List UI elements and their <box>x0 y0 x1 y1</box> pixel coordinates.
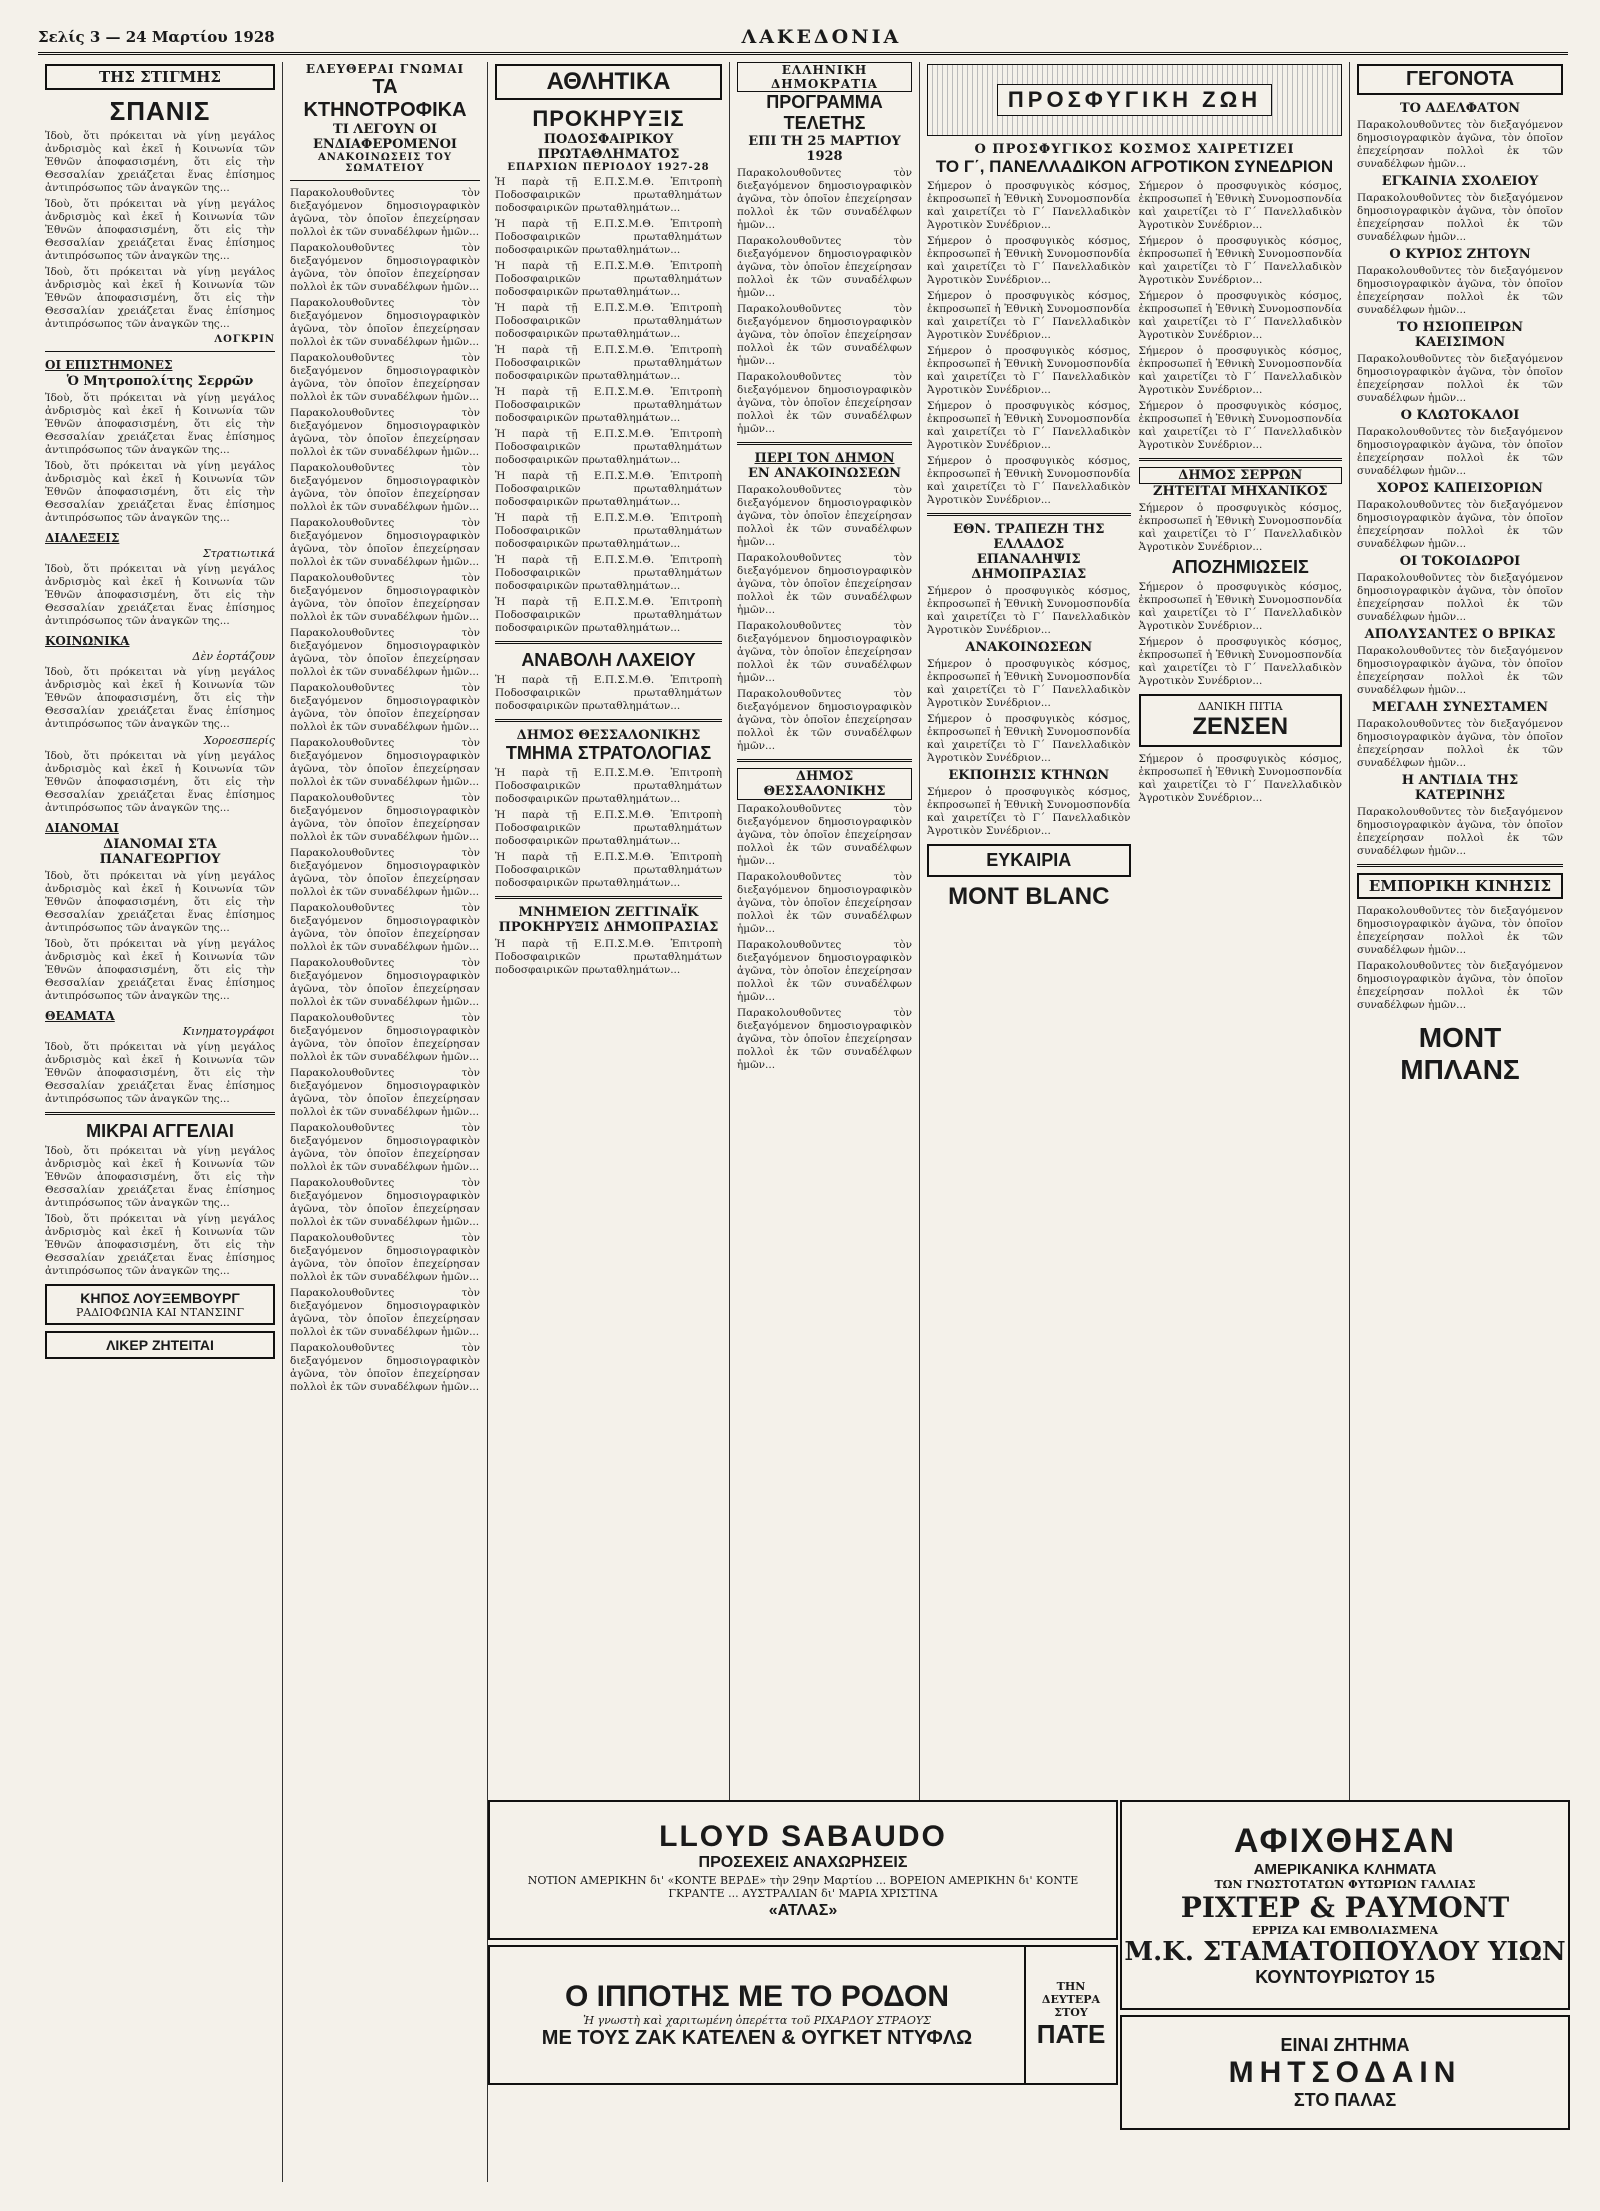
notice-heading: ΕΚΠΟΙΗΣΙΣ ΚΤΗΝΩΝ <box>948 768 1110 783</box>
notice-text: Σήμερον ὁ προσφυγικὸς κόσμος, ἐκπροσωπεῖ ἡ Ἐθνικὴ Συνομοσπονδία καὶ χαιρετίζει τὸ Γ΄ Πανελλαδικὸν Ἀγροτικὸν Συνέδριον... <box>1138 636 1342 687</box>
news-item-text: Παρακολουθοῦντες τὸν διεξαγόμενον δημοσιογραφικὸν ἀγῶνα, τὸν ὁποῖον ἐπεχείρησαν πολλοὶ ἐκ τῶν συναδέλφων ἡμῶν... <box>1357 806 1563 857</box>
article-body: Σήμερον ὁ προσφυγικὸς κόσμος, ἐκπροσωπεῖ ἡ Ἐθνικὴ Συνομοσπονδία καὶ χαιρετίζει τὸ Γ΄ Πανελλαδικὸν Ἀγροτικὸν Συνέδριον... <box>1138 290 1342 341</box>
notice-text: Σήμερον ὁ προσφυγικὸς κόσμος, ἐκπροσωπεῖ ἡ Ἐθνικὴ Συνομοσπονδία καὶ χαιρετίζει τὸ Γ΄ Πανελλαδικὸν Ἀγροτικὸν Συνέδριον... <box>927 658 1131 709</box>
news-item-title: ΤΟ ΗΣΙΟΠΕΙΡΩΝ ΚΑΕΙΣΙΜΟΝ <box>1397 320 1523 350</box>
section-heading: ΔΙΑΛΕΞΕΙΣ <box>45 531 120 545</box>
notice-heading: ΔΗΜΟΣ ΣΕΡΡΩΝ <box>1139 467 1343 484</box>
column-3 <box>488 62 730 1857</box>
article-subheadline: ΕΠΙ ΤΗ 25 ΜΑΡΤΙΟΥ 1928 <box>748 134 901 164</box>
article-headline: ΠΡΟΚΗΡΥΞΙΣ <box>532 106 685 131</box>
ad-brand: ΡΙΧΤΕΡ & ΡΑΥΜΟΝΤ <box>1180 1891 1510 1924</box>
section-heading: ΔΙΑΝΟΜΑΙ <box>45 821 119 835</box>
article-body: Ἡ παρὰ τῇ Ε.Π.Σ.Μ.Θ. Ἐπιτροπὴ Ποδοσφαιρικῶν πρωταθλημάτων ποδοσφαιρικῶν πρωταθλημάτων... <box>495 386 722 424</box>
article-body: Παρακολουθοῦντες τὸν διεξαγόμενον δημοσιογραφικὸν ἀγῶνα, τὸν ὁποῖον ἐπεχείρησαν πολλοὶ ἐκ τῶν συναδέλφων ἡμῶν... <box>737 167 912 231</box>
article-subheadline: ΠΟΔΟΣΦΑΙΡΙΚΟΥ ΠΡΩΤΑΘΛΗΜΑΤΟΣ <box>537 132 680 162</box>
film-venue-label: ΤΗΝ ΔΕΥΤΕΡΑ ΣΤΟΥ <box>1041 1980 1101 2019</box>
article-body-continued: Ἰδοὺ, ὅτι πρόκειται νὰ γίνῃ μεγάλος ἀνδρισμὸς καὶ ἐκεῖ ἡ Κοινωνία τῶν Ἐθνῶν ἀποφασισμένη, ὅτι εἰς τὴν Θεσσαλίαν χρειάζεται ἕνας ἐπίσημος ἀντιπρόσωπος τῶν ἀναγκῶν της... <box>45 266 275 330</box>
notice-text: Ἡ παρὰ τῇ Ε.Π.Σ.Μ.Θ. Ἐπιτροπὴ Ποδοσφαιρικῶν πρωταθλημάτων ποδοσφαιρικῶν πρωταθλημάτων... <box>495 938 722 976</box>
article-body: Παρακολουθοῦντες τὸν διεξαγόμενον δημοσιογραφικὸν ἀγῶνα, τὸν ὁποῖον ἐπεχείρησαν πολλοὶ ἐκ τῶν συναδέλφων ἡμῶν... <box>290 242 480 293</box>
notice-text: Παρακολουθοῦντες τὸν διεξαγόμενον δημοσιογραφικὸν ἀγῶνα, τὸν ὁποῖον ἐπεχείρησαν πολλοὶ ἐκ τῶν συναδέλφων ἡμῶν... <box>737 620 912 684</box>
section-text: Ἰδοὺ, ὅτι πρόκειται νὰ γίνῃ μεγάλος ἀνδρισμὸς καὶ ἐκεῖ ἡ Κοινωνία τῶν Ἐθνῶν ἀποφασισμένη, ὅτι εἰς τὴν Θεσσαλίαν χρειάζεται ἕνας ἐπίσημος ἀντιπρόσωπος τῶν ἀναγκῶν της... <box>45 1041 275 1105</box>
ad-title: ΚΗΠΟΣ ΛΟΥΞΕΜΒΟΥΡΓ <box>80 1290 240 1306</box>
news-item-text: Παρακολουθοῦντες τὸν διεξαγόμενον δημοσιογραφικὸν ἀγῶνα, τὸν ὁποῖον ἐπεχείρησαν πολλοὶ ἐκ τῶν συναδέλφων ἡμῶν... <box>1357 119 1563 170</box>
ad-address: ΚΟΥΝΤΟΥΡΙΩΤΟΥ 15 <box>1255 1967 1435 1987</box>
news-item-text: Παρακολουθοῦντες τὸν διεξαγόμενον δημοσιογραφικὸν ἀγῶνα, τὸν ὁποῖον ἐπεχείρησαν πολλοὶ ἐκ τῶν συναδέλφων ἡμῶν... <box>1357 499 1563 550</box>
ad-subtitle: ΑΜΕΡΙΚΑΝΙΚΑ ΚΛΗΜΑΤΑ <box>1253 1861 1437 1878</box>
article-body: Παρακολουθοῦντες τὸν διεξαγόμενον δημοσιογραφικὸν ἀγῶνα, τὸν ὁποῖον ἐπεχείρησαν πολλοὶ ἐκ τῶν συναδέλφων ἡμῶν... <box>290 1177 480 1228</box>
palace-ad <box>1120 2015 1570 2130</box>
article-body: Ἡ παρὰ τῇ Ε.Π.Σ.Μ.Θ. Ἐπιτροπὴ Ποδοσφαιρικῶν πρωταθλημάτων ποδοσφαιρικῶν πρωταθλημάτων... <box>495 512 722 550</box>
article-body: Παρακολουθοῦντες τὸν διεξαγόμενον δημοσιογραφικὸν ἀγῶνα, τὸν ὁποῖον ἐπεχείρησαν πολλοὶ ἐκ τῶν συναδέλφων ἡμῶν... <box>290 297 480 348</box>
lloyd-sabaudo-ad <box>488 1800 1118 1940</box>
article-body: Ἰδοὺ, ὅτι πρόκειται νὰ γίνῃ μεγάλος ἀνδρισμὸς καὶ ἐκεῖ ἡ Κοινωνία τῶν Ἐθνῶν ἀποφασισμένη, ὅτι εἰς τὴν Θεσσαλίαν χρειάζεται ἕνας ἐπίσημος ἀντιπρόσωπος τῶν ἀναγκῶν της... <box>45 130 275 194</box>
section-box-title: ΕΜΠΟΡΙΚΗ ΚΙΝΗΣΙΣ <box>1357 873 1563 899</box>
column-7 <box>1350 62 1570 1862</box>
classifieds-text: Ἰδοὺ, ὅτι πρόκειται νὰ γίνῃ μεγάλος ἀνδρισμὸς καὶ ἐκεῖ ἡ Κοινωνία τῶν Ἐθνῶν ἀποφασισμένη, ὅτι εἰς τὴν Θεσσαλίαν χρειάζεται ἕνας ἐπίσημος ἀντιπρόσωπος τῶν ἀναγκῶν της... <box>45 1145 275 1209</box>
news-item-title: ΤΟ ΑΔΕΛΦΑΤΟΝ <box>1400 101 1520 116</box>
section-box-title: ΓΕΓΟΝΟΤΑ <box>1357 64 1563 95</box>
notice-heading: ΑΠΟΖΗΜΙΩΣΕΙΣ <box>1171 557 1309 577</box>
article-body: Παρακολουθοῦντες τὸν διεξαγόμενον δημοσιογραφικὸν ἀγῶνα, τὸν ὁποῖον ἐπεχείρησαν πολλοὶ ἐκ τῶν συναδέλφων ἡμῶν... <box>290 352 480 403</box>
ad-venue: ΣΤΟ ΠΑΛΑΣ <box>1293 2089 1397 2110</box>
article-body: Ἡ παρὰ τῇ Ε.Π.Σ.Μ.Θ. Ἐπιτροπὴ Ποδοσφαιρικῶν πρωταθλημάτων ποδοσφαιρικῶν πρωταθλημάτων... <box>495 344 722 382</box>
news-item-text: Παρακολουθοῦντες τὸν διεξαγόμενον δημοσιογραφικὸν ἀγῶνα, τὸν ὁποῖον ἐπεχείρησαν πολλοὶ ἐκ τῶν συναδέλφων ἡμῶν... <box>1357 645 1563 696</box>
article-body: Ἡ παρὰ τῇ Ε.Π.Σ.Μ.Θ. Ἐπιτροπὴ Ποδοσφαιρικῶν πρωταθλημάτων ποδοσφαιρικῶν πρωταθλημάτων... <box>495 554 722 592</box>
section-heading: ΘΕΑΜΑΤΑ <box>45 1009 115 1023</box>
page-date: Σελίς 3 — 24 Μαρτίου 1928 <box>38 28 275 46</box>
article-body: Ἡ παρὰ τῇ Ε.Π.Σ.Μ.Θ. Ἐπιτροπὴ Ποδοσφαιρικῶν πρωταθλημάτων ποδοσφαιρικῶν πρωταθλημάτων... <box>495 596 722 634</box>
ad-title: LLOYD SABAUDO <box>659 1820 947 1853</box>
notice-heading: ΔΗΜΟΣ ΘΕΣΣΑΛΟΝΙΚΗΣ <box>737 768 912 800</box>
notice-text: Παρακολουθοῦντες τὸν διεξαγόμενον δημοσιογραφικὸν ἀγῶνα, τὸν ὁποῖον ἐπεχείρησαν πολλοὶ ἐκ τῶν συναδέλφων ἡμῶν... <box>737 688 912 752</box>
article-body: Παρακολουθοῦντες τὸν διεξαγόμενον δημοσιογραφικὸν ἀγῶνα, τὸν ὁποῖον ἐπεχείρησαν πολλοὶ ἐκ τῶν συναδέλφων ἡμῶν... <box>290 627 480 678</box>
section-text: Ἰδοὺ, ὅτι πρόκειται νὰ γίνῃ μεγάλος ἀνδρισμὸς καὶ ἐκεῖ ἡ Κοινωνία τῶν Ἐθνῶν ἀποφασισμένη, ὅτι εἰς τὴν Θεσσαλίαν χρειάζεται ἕνας ἐπίσημος ἀντιπρόσωπος τῶν ἀναγκῶν της... <box>45 750 275 814</box>
film-ad <box>488 1945 1118 2085</box>
news-item-title: Ο ΚΥΡΙΟΣ ΖΗΤΟΥΝ <box>1389 247 1531 262</box>
article-body: Παρακολουθοῦντες τὸν διεξαγόμενον δημοσιογραφικὸν ἀγῶνα, τὸν ὁποῖον ἐπεχείρησαν πολλοὶ ἐκ τῶν συναδέλφων ἡμῶν... <box>290 737 480 788</box>
article-body: Ἡ παρὰ τῇ Ε.Π.Σ.Μ.Θ. Ἐπιτροπὴ Ποδοσφαιρικῶν πρωταθλημάτων ποδοσφαιρικῶν πρωταθλημάτων... <box>495 218 722 256</box>
news-item-text: Παρακολουθοῦντες τὸν διεξαγόμενον δημοσιογραφικὸν ἀγῶνα, τὸν ὁποῖον ἐπεχείρησαν πολλοὶ ἐκ τῶν συναδέλφων ἡμῶν... <box>1357 426 1563 477</box>
article-body: Παρακολουθοῦντες τὸν διεξαγόμενον δημοσιογραφικὸν ἀγῶνα, τὸν ὁποῖον ἐπεχείρησαν πολλοὶ ἐκ τῶν συναδέλφων ἡμῶν... <box>737 371 912 435</box>
article-body: Σήμερον ὁ προσφυγικὸς κόσμος, ἐκπροσωπεῖ ἡ Ἐθνικὴ Συνομοσπονδία καὶ χαιρετίζει τὸ Γ΄ Πανελλαδικὸν Ἀγροτικὸν Συνέδριον... <box>927 345 1131 396</box>
notice-heading: ΑΝΑΒΟΛΗ ΛΑΧΕΙΟΥ <box>521 650 696 670</box>
article-body: Σήμερον ὁ προσφυγικὸς κόσμος, ἐκπροσωπεῖ ἡ Ἐθνικὴ Συνομοσπονδία καὶ χαιρετίζει τὸ Γ΄ Πανελλαδικὸν Ἀγροτικὸν Συνέδριον... <box>927 290 1131 341</box>
column-4 <box>730 62 920 1862</box>
ad-title: ΖΕΝΣΕΝ <box>1192 713 1289 740</box>
notice-text: Ἡ παρὰ τῇ Ε.Π.Σ.Μ.Θ. Ἐπιτροπὴ Ποδοσφαιρικῶν πρωταθλημάτων ποδοσφαιρικῶν πρωταθλημάτων... <box>495 767 722 805</box>
notice-heading: ΔΗΜΟΣ ΘΕΣΣΑΛΟΝΙΚΗΣ <box>516 728 701 743</box>
notice-text: Παρακολουθοῦντες τὸν διεξαγόμενον δημοσιογραφικὸν ἀγῶνα, τὸν ὁποῖον ἐπεχείρησαν πολλοὶ ἐκ τῶν συναδέλφων ἡμῶν... <box>737 484 912 548</box>
classifieds-heading: ΜΙΚΡΑΙ ΑΓΓΕΛΙΑΙ <box>86 1121 234 1141</box>
notice-text: Ἡ παρὰ τῇ Ε.Π.Σ.Μ.Θ. Ἐπιτροπὴ Ποδοσφαιρικῶν πρωταθλημάτων ποδοσφαιρικῶν πρωταθλημάτων... <box>495 851 722 889</box>
film-subtitle: Ἡ γνωστὴ καὶ χαριτωμένη ὀπερέττα τοῦ ΡΙΧΑΡΔΟΥ ΣΤΡΑΟΥΣ <box>583 2014 931 2027</box>
ad-line: ΕΡΡΙΖΑ ΚΑΙ ΕΜΒΟΛΙΑΣΜΕΝΑ <box>1251 1924 1439 1937</box>
notice-heading: ΠΕΡΙ ΤΟΝ ΔΗΜΟΝ <box>754 451 895 466</box>
article-body: Παρακολουθοῦντες τὸν διεξαγόμενον δημοσιογραφικὸν ἀγῶνα, τὸν ὁποῖον ἐπεχείρησαν πολλοὶ ἐκ τῶν συναδέλφων ἡμῶν... <box>290 1287 480 1338</box>
article-headline: ΤΟ Γ΄, ΠΑΝΕΛΛΑΔΙΚΟΝ ΑΓΡΟΤΙΚΟΝ ΣΥΝΕΔΡΙΟΝ <box>935 157 1334 176</box>
article-body: Σήμερον ὁ προσφυγικὸς κόσμος, ἐκπροσωπεῖ ἡ Ἐθνικὴ Συνομοσπονδία καὶ χαιρετίζει τὸ Γ΄ Πανελλαδικὸν Ἀγροτικὸν Συνέδριον... <box>1138 235 1342 286</box>
notice-heading: ΕΘΝ. ΤΡΑΠΕΖΗ ΤΗΣ ΕΛΛΑΔΟΣ <box>953 522 1105 552</box>
news-item-title: ΜΕΓΑΛΗ ΣΥΝΕΣΤΑΜΕΝ <box>1372 700 1548 715</box>
notice-text: Ἡ παρὰ τῇ Ε.Π.Σ.Μ.Θ. Ἐπιτροπὴ Ποδοσφαιρικῶν πρωταθλημάτων ποδοσφαιρικῶν πρωταθλημάτων... <box>495 674 722 712</box>
article-body: Παρακολουθοῦντες τὸν διεξαγόμενον δημοσιογραφικὸν ἀγῶνα, τὸν ὁποῖον ἐπεχείρησαν πολλοὶ ἐκ τῶν συναδέλφων ἡμῶν... <box>290 462 480 513</box>
section-text: Ἰδοὺ, ὅτι πρόκειται νὰ γίνῃ μεγάλος ἀνδρισμὸς καὶ ἐκεῖ ἡ Κοινωνία τῶν Ἐθνῶν ἀποφασισμένη, ὅτι εἰς τὴν Θεσσαλίαν χρειάζεται ἕνας ἐπίσημος ἀντιπρόσωπος τῶν ἀναγκῶν της... <box>45 563 275 627</box>
article-kicker: Ο ΠΡΟΣΦΥΓΙΚΟΣ ΚΟΣΜΟΣ ΧΑΙΡΕΤΙΖΕΙ <box>974 142 1295 157</box>
article-body: Σήμερον ὁ προσφυγικὸς κόσμος, ἐκπροσωπεῖ ἡ Ἐθνικὴ Συνομοσπονδία καὶ χαιρετίζει τὸ Γ΄ Πανελλαδικὸν Ἀγροτικὸν Συνέδριον... <box>927 235 1131 286</box>
article-subheadline-2: ΕΠΑΡΧΙΩΝ ΠΕΡΙΟΔΟΥ 1927-28 <box>507 162 710 173</box>
film-cast: ΜΕ ΤΟΥΣ ΖΑΚ ΚΑΤΕΛΕΝ & ΟΥΓΚΕΤ ΝΤΥΦΛΩ <box>541 2027 973 2049</box>
article-kicker: ΕΛΛΗΝΙΚΗ ΔΗΜΟΚΡΑΤΙΑ <box>737 62 912 92</box>
newspaper-name: ΛΑΚΕΔΟΝΙΑ <box>741 26 902 48</box>
ad-kicker: ΔΑΝΙΚΗ ΠΙΤΙΑ <box>1197 700 1283 713</box>
advertisement <box>45 1284 275 1325</box>
article-subheadline: ΤΙ ΛΕΓΟΥΝ ΟΙ ΕΝΔΙΑΦΕΡΟΜΕΝΟΙ <box>313 122 457 152</box>
section-text: Ἰδοὺ, ὅτι πρόκειται νὰ γίνῃ μεγάλος ἀνδρισμὸς καὶ ἐκεῖ ἡ Κοινωνία τῶν Ἐθνῶν ἀποφασισμένη, ὅτι εἰς τὴν Θεσσαλίαν χρειάζεται ἕνας ἐπίσημος ἀντιπρόσωπος τῶν ἀναγκῶν της... <box>45 666 275 730</box>
article-headline: ΣΠΑΝΙΣ <box>109 96 211 126</box>
section-box-title: ΑΘΛΗΤΙΚΑ <box>495 64 722 100</box>
news-item-text: Παρακολουθοῦντες τὸν διεξαγόμενον δημοσιογραφικὸν ἀγῶνα, τὸν ὁποῖον ἐπεχείρησαν πολλοὶ ἐκ τῶν συναδέλφων ἡμῶν... <box>1357 192 1563 243</box>
article-body: Παρακολουθοῦντες τὸν διεξαγόμενον δημοσιογραφικὸν ἀγῶνα, τὸν ὁποῖον ἐπεχείρησαν πολλοὶ ἐκ τῶν συναδέλφων ἡμῶν... <box>290 902 480 953</box>
article-body: Παρακολουθοῦντες τὸν διεξαγόμενον δημοσιογραφικὸν ἀγῶνα, τὸν ὁποῖον ἐπεχείρησαν πολλοὶ ἐκ τῶν συναδέλφων ἡμῶν... <box>737 235 912 299</box>
section-heading: ΚΟΙΝΩΝΙΚΑ <box>45 634 130 648</box>
notice-text: Σήμερον ὁ προσφυγικὸς κόσμος, ἐκπροσωπεῖ ἡ Ἐθνικὴ Συνομοσπονδία καὶ χαιρετίζει τὸ Γ΄ Πανελλαδικὸν Ἀγροτικὸν Συνέδριον... <box>927 786 1131 837</box>
article-body: Παρακολουθοῦντες τὸν διεξαγόμενον δημοσιογραφικὸν ἀγῶνα, τὸν ὁποῖον ἐπεχείρησαν πολλοὶ ἐκ τῶν συναδέλφων ἡμῶν... <box>290 1342 480 1393</box>
notice-heading: ΜΝΗΜΕΙΟΝ ΖΕΓΓΙΝΑΪΚ <box>518 905 699 920</box>
news-item-text: Παρακολουθοῦντες τὸν διεξαγόμενον δημοσιογραφικὸν ἀγῶνα, τὸν ὁποῖον ἐπεχείρησαν πολλοὶ ἐκ τῶν συναδέλφων ἡμῶν... <box>1357 718 1563 769</box>
section-text: Ἰδοὺ, ὅτι πρόκειται νὰ γίνῃ μεγάλος ἀνδρισμὸς καὶ ἐκεῖ ἡ Κοινωνία τῶν Ἐθνῶν ἀποφασισμένη, ὅτι εἰς τὴν Θεσσαλίαν χρειάζεται ἕνας ἐπίσημος ἀντιπρόσωπος τῶν ἀναγκῶν της... <box>45 870 275 934</box>
notice-text: Σήμερον ὁ προσφυγικὸς κόσμος, ἐκπροσωπεῖ ἡ Ἐθνικὴ Συνομοσπονδία καὶ χαιρετίζει τὸ Γ΄ Πανελλαδικὸν Ἀγροτικὸν Συνέδριον... <box>1138 581 1342 632</box>
article-body-continued: Ἰδοὺ, ὅτι πρόκειται νὰ γίνῃ μεγάλος ἀνδρισμὸς καὶ ἐκεῖ ἡ Κοινωνία τῶν Ἐθνῶν ἀποφασισμένη, ὅτι εἰς τὴν Θεσσαλίαν χρειάζεται ἕνας ἐπίσημος ἀντιπρόσωπος τῶν ἀναγκῶν της... <box>45 198 275 262</box>
ad-brand: MONT BLANC <box>948 883 1110 910</box>
section-lead: Ὁ Μητροπολίτης Σερρῶν <box>66 374 254 389</box>
article-body: Ἡ παρὰ τῇ Ε.Π.Σ.Μ.Θ. Ἐπιτροπὴ Ποδοσφαιρικῶν πρωταθλημάτων ποδοσφαιρικῶν πρωταθλημάτων... <box>495 302 722 340</box>
news-item-text: Παρακολουθοῦντες τὸν διεξαγόμενον δημοσιογραφικὸν ἀγῶνα, τὸν ὁποῖον ἐπεχείρησαν πολλοὶ ἐκ τῶν συναδέλφων ἡμῶν... <box>1357 265 1563 316</box>
notice-text: Παρακολουθοῦντες τὸν διεξαγόμενον δημοσιογραφικὸν ἀγῶνα, τὸν ὁποῖον ἐπεχείρησαν πολλοὶ ἐκ τῶν συναδέλφων ἡμῶν... <box>737 1007 912 1071</box>
notice-subheading: ΕΠΑΝΑΛΗΨΙΣ ΔΗΜΟΠΡΑΣΙΑΣ <box>971 552 1087 582</box>
article-body: Σήμερον ὁ προσφυγικὸς κόσμος, ἐκπροσωπεῖ ἡ Ἐθνικὴ Συνομοσπονδία καὶ χαιρετίζει τὸ Γ΄ Πανελλαδικὸν Ἀγροτικὸν Συνέδριον... <box>1138 345 1342 396</box>
article-body: Παρακολουθοῦντες τὸν διεξαγόμενον δημοσιογραφικὸν ἀγῶνα, τὸν ὁποῖον ἐπεχείρησαν πολλοὶ ἐκ τῶν συναδέλφων ἡμῶν... <box>737 303 912 367</box>
news-item-text: Παρακολουθοῦντες τὸν διεξαγόμενον δημοσιογραφικὸν ἀγῶνα, τὸν ὁποῖον ἐπεχείρησαν πολλοὶ ἐκ τῶν συναδέλφων ἡμῶν... <box>1357 960 1563 1011</box>
notice-subheading: ΠΡΟΚΗΡΥΞΙΣ ΔΗΜΟΠΡΑΣΙΑΣ <box>498 920 719 935</box>
advertisement <box>927 844 1131 877</box>
notice-subheading: ΤΜΗΜΑ ΣΤΡΑΤΟΛΟΓΙΑΣ <box>505 743 712 763</box>
section-lead: Χοροεσπερίς <box>203 734 275 747</box>
article-body: Ἡ παρὰ τῇ Ε.Π.Σ.Μ.Θ. Ἐπιτροπὴ Ποδοσφαιρικῶν πρωταθλημάτων ποδοσφαιρικῶν πρωταθλημάτων... <box>495 176 722 214</box>
ad-title: ΑΦΙΧΘΗΣΑΝ <box>1233 1822 1457 1860</box>
news-item-text: Παρακολουθοῦντες τὸν διεξαγόμενον δημοσιογραφικὸν ἀγῶνα, τὸν ὁποῖον ἐπεχείρησαν πολλοὶ ἐκ τῶν συναδέλφων ἡμῶν... <box>1357 905 1563 956</box>
column-1 <box>38 62 283 2182</box>
notice-subheading: ΖΗΤΕΙΤΑΙ ΜΗΧΑΝΙΚΟΣ <box>1153 484 1328 499</box>
section-text: Ἰδοὺ, ὅτι πρόκειται νὰ γίνῃ μεγάλος ἀνδρισμὸς καὶ ἐκεῖ ἡ Κοινωνία τῶν Ἐθνῶν ἀποφασισμένη, ὅτι εἰς τὴν Θεσσαλίαν χρειάζεται ἕνας ἐπίσημος ἀντιπρόσωπος τῶν ἀναγκῶν της... <box>45 460 275 524</box>
ad-subtitle: ΠΡΟΣΕΧΕΙΣ ΑΝΑΧΩΡΗΣΕΙΣ <box>698 1854 908 1871</box>
section-lead: Κινηματογράφοι <box>182 1025 275 1038</box>
section-lead: ΔΙΑΝΟΜΑΙ ΣΤΑ ΠΑΝΑΓΕΩΡΓΙΟΥ <box>99 837 221 867</box>
article-kicker: ΕΛΕΥΘΕΡΑΙ ΓΝΩΜΑΙ <box>305 62 465 76</box>
notice-text: Σήμερον ὁ προσφυγικὸς κόσμος, ἐκπροσωπεῖ ἡ Ἐθνικὴ Συνομοσπονδία καὶ χαιρετίζει τὸ Γ΄ Πανελλαδικὸν Ἀγροτικὸν Συνέδριον... <box>927 713 1131 764</box>
illustration-banner: ΠΡΟΣΦΥΓΙΚΗ ΖΩΗ <box>927 64 1342 136</box>
section-heading: ΟΙ ΕΠΙΣΤΗΜΟΝΕΣ <box>45 358 173 372</box>
article-body: Παρακολουθοῦντες τὸν διεξαγόμενον δημοσιογραφικὸν ἀγῶνα, τὸν ὁποῖον ἐπεχείρησαν πολλοὶ ἐκ τῶν συναδέλφων ἡμῶν... <box>290 847 480 898</box>
notice-text: Σήμερον ὁ προσφυγικὸς κόσμος, ἐκπροσωπεῖ ἡ Ἐθνικὴ Συνομοσπονδία καὶ χαιρετίζει τὸ Γ΄ Πανελλαδικὸν Ἀγροτικὸν Συνέδριον... <box>1138 502 1342 553</box>
film-title: Ο ΙΠΠΟΤΗΣ ΜΕ ΤΟ ΡΟΔΟΝ <box>564 1980 950 2013</box>
article-signature: ΛΟΓΚΡΙΝ <box>214 334 275 345</box>
classifieds-text: Ἰδοὺ, ὅτι πρόκειται νὰ γίνῃ μεγάλος ἀνδρισμὸς καὶ ἐκεῖ ἡ Κοινωνία τῶν Ἐθνῶν ἀποφασισμένη, ὅτι εἰς τὴν Θεσσαλίαν χρειάζεται ἕνας ἐπίσημος ἀντιπρόσωπος τῶν ἀναγκῶν της... <box>45 1213 275 1277</box>
column-2 <box>283 62 488 2182</box>
news-item-text: Παρακολουθοῦντες τὸν διεξαγόμενον δημοσιογραφικὸν ἀγῶνα, τὸν ὁποῖον ἐπεχείρησαν πολλοὶ ἐκ τῶν συναδέλφων ἡμῶν... <box>1357 572 1563 623</box>
ad-subtitle: ΡΑΔΙΟΦΩΝΙΑ ΚΑΙ ΝΤΑΝΣΙΝΓ <box>75 1306 245 1319</box>
article-body: Παρακολουθοῦντες τὸν διεξαγόμενον δημοσιογραφικὸν ἀγῶνα, τὸν ὁποῖον ἐπεχείρησαν πολλοὶ ἐκ τῶν συναδέλφων ἡμῶν... <box>290 682 480 733</box>
article-body: Παρακολουθοῦντες τὸν διεξαγόμενον δημοσιογραφικὸν ἀγῶνα, τὸν ὁποῖον ἐπεχείρησαν πολλοὶ ἐκ τῶν συναδέλφων ἡμῶν... <box>290 572 480 623</box>
vines-ad <box>1120 1800 1570 2010</box>
article-body: Ἡ παρὰ τῇ Ε.Π.Σ.Μ.Θ. Ἐπιτροπὴ Ποδοσφαιρικῶν πρωταθλημάτων ποδοσφαιρικῶν πρωταθλημάτων... <box>495 428 722 466</box>
article-body: Ἡ παρὰ τῇ Ε.Π.Σ.Μ.Θ. Ἐπιτροπὴ Ποδοσφαιρικῶν πρωταθλημάτων ποδοσφαιρικῶν πρωταθλημάτων... <box>495 260 722 298</box>
masthead <box>38 22 1568 55</box>
article-body: Παρακολουθοῦντες τὸν διεξαγόμενον δημοσιογραφικὸν ἀγῶνα, τὸν ὁποῖον ἐπεχείρησαν πολλοὶ ἐκ τῶν συναδέλφων ἡμῶν... <box>290 957 480 1008</box>
section-lead: Στρατιωτικά <box>202 547 275 560</box>
news-item-title: ΑΠΟΛΥΣΑΝΤΕΣ Ο ΒΡΙΚΑΣ <box>1364 627 1556 642</box>
ad-title: ΕΥΚΑΙΡΙΑ <box>986 850 1072 870</box>
article-body: Παρακολουθοῦντες τὸν διεξαγόμενον δημοσιογραφικὸν ἀγῶνα, τὸν ὁποῖον ἐπεχείρησαν πολλοὶ ἐκ τῶν συναδέλφων ἡμῶν... <box>290 1232 480 1283</box>
ad-brand: ΜΗΤΣΟΔΑΙΝ <box>1228 2055 1462 2089</box>
notice-text: Παρακολουθοῦντες τὸν διεξαγόμενον δημοσιογραφικὸν ἀγῶνα, τὸν ὁποῖον ἐπεχείρησαν πολλοὶ ἐκ τῶν συναδέλφων ἡμῶν... <box>737 939 912 1003</box>
notice-text: Παρακολουθοῦντες τὸν διεξαγόμενον δημοσιογραφικὸν ἀγῶνα, τὸν ὁποῖον ἐπεχείρησαν πολλοὶ ἐκ τῶν συναδέλφων ἡμῶν... <box>737 803 912 867</box>
article-body: Παρακολουθοῦντες τὸν διεξαγόμενον δημοσιογραφικὸν ἀγῶνα, τὸν ὁποῖον ἐπεχείρησαν πολλοὶ ἐκ τῶν συναδέλφων ἡμῶν... <box>290 187 480 238</box>
ad-text: ΝΟΤΙΟΝ ΑΜΕΡΙΚΗΝ δι' «ΚΟΝΤΕ ΒΕΡΔΕ» τὴν 29ην Μαρτίου ... ΒΟΡΕΙΟΝ ΑΜΕΡΙΚΗΝ δι' ΚΟΝΤΕ ΓΚΡΑΝΤΕ ... ΑΥΣΤΡΑΛΙΑΝ δι' ΜΑΡΙΑ ΧΡΙΣΤΙΝΑ <box>527 1874 1079 1900</box>
article-body: Παρακολουθοῦντες τὸν διεξαγόμενον δημοσιογραφικὸν ἀγῶνα, τὸν ὁποῖον ἐπεχείρησαν πολλοὶ ἐκ τῶν συναδέλφων ἡμῶν... <box>290 792 480 843</box>
advertisement <box>45 1331 275 1359</box>
news-item-title: ΟΙ ΤΟΚΟΙΔΩΡΟΙ <box>1399 554 1521 569</box>
section-text: Ἰδοὺ, ὅτι πρόκειται νὰ γίνῃ μεγάλος ἀνδρισμὸς καὶ ἐκεῖ ἡ Κοινωνία τῶν Ἐθνῶν ἀποφασισμένη, ὅτι εἰς τὴν Θεσσαλίαν χρειάζεται ἕνας ἐπίσημος ἀντιπρόσωπος τῶν ἀναγκῶν της... <box>45 392 275 456</box>
ad-title: ΛΙΚΕΡ ΖΗΤΕΙΤΑΙ <box>106 1337 214 1353</box>
article-body: Σήμερον ὁ προσφυγικὸς κόσμος, ἐκπροσωπεῖ ἡ Ἐθνικὴ Συνομοσπονδία καὶ χαιρετίζει τὸ Γ΄ Πανελλαδικὸν Ἀγροτικὸν Συνέδριον... <box>927 455 1131 506</box>
section-box-title: ΤΗΣ ΣΤΙΓΜΗΣ <box>45 64 275 90</box>
notice-heading: ΑΝΑΚΟΙΝΩΣΕΩΝ <box>965 640 1093 655</box>
article-body: Ἡ παρὰ τῇ Ε.Π.Σ.Μ.Θ. Ἐπιτροπὴ Ποδοσφαιρικῶν πρωταθλημάτων ποδοσφαιρικῶν πρωταθλημάτων... <box>495 470 722 508</box>
notice-subheading: ΕΝ ΑΝΑΚΟΙΝΩΣΕΩΝ <box>747 466 902 481</box>
article-headline: ΤΑ ΚΤΗΝΟΤΡΟΦΙΚΑ <box>303 76 467 121</box>
section-text: Ἰδοὺ, ὅτι πρόκειται νὰ γίνῃ μεγάλος ἀνδρισμὸς καὶ ἐκεῖ ἡ Κοινωνία τῶν Ἐθνῶν ἀποφασισμένη, ὅτι εἰς τὴν Θεσσαλίαν χρειάζεται ἕνας ἐπίσημος ἀντιπρόσωπος τῶν ἀναγκῶν της... <box>45 938 275 1002</box>
notice-text: Σήμερον ὁ προσφυγικὸς κόσμος, ἐκπροσωπεῖ ἡ Ἐθνικὴ Συνομοσπονδία καὶ χαιρετίζει τὸ Γ΄ Πανελλαδικὸν Ἀγροτικὸν Συνέδριον... <box>927 585 1131 636</box>
article-body: Σήμερον ὁ προσφυγικὸς κόσμος, ἐκπροσωπεῖ ἡ Ἐθνικὴ Συνομοσπονδία καὶ χαιρετίζει τὸ Γ΄ Πανελλαδικὸν Ἀγροτικὸν Συνέδριον... <box>927 180 1131 231</box>
ad-subtitle-2: ΤΩΝ ΓΝΩΣΤΟΤΑΤΩΝ ΦΥΤΩΡΙΩΝ ΓΑΛΛΙΑΣ <box>1214 1878 1476 1891</box>
article-body: Παρακολουθοῦντες τὸν διεξαγόμενον δημοσιογραφικὸν ἀγῶνα, τὸν ὁποῖον ἐπεχείρησαν πολλοὶ ἐκ τῶν συναδέλφων ἡμῶν... <box>290 1122 480 1173</box>
section-lead: Δὲν ἑορτάζουν <box>192 650 275 663</box>
ad-brand: ΜΟΝΤ ΜΠΛΑΝΣ <box>1400 1022 1520 1085</box>
article-body: Παρακολουθοῦντες τὸν διεξαγόμενον δημοσιογραφικὸν ἀγῶνα, τὸν ὁποῖον ἐπεχείρησαν πολλοὶ ἐκ τῶν συναδέλφων ἡμῶν... <box>290 517 480 568</box>
news-item-title: ΧΟΡΟΣ ΚΑΠΕΙΣΟΡΙΩΝ <box>1377 481 1543 496</box>
article-body: Παρακολουθοῦντες τὸν διεξαγόμενον δημοσιογραφικὸν ἀγῶνα, τὸν ὁποῖον ἐπεχείρησαν πολλοὶ ἐκ τῶν συναδέλφων ἡμῶν... <box>290 1067 480 1118</box>
ad-title: ΕΙΝΑΙ ΖΗΤΗΜΑ <box>1280 2034 1410 2055</box>
article-body: Παρακολουθοῦντες τὸν διεξαγόμενον δημοσιογραφικὸν ἀγῶνα, τὸν ὁποῖον ἐπεχείρησαν πολλοὶ ἐκ τῶν συναδέλφων ἡμῶν... <box>290 407 480 458</box>
film-venue: ΠΑΤΕ <box>1036 2019 1106 2049</box>
column-5-6 <box>920 62 1350 1862</box>
ad-seller: Μ.Κ. ΣΤΑΜΑΤΟΠΟΥΛΟΥ ΥΙΩΝ <box>1124 1937 1566 1967</box>
notice-text: Παρακολουθοῦντες τὸν διεξαγόμενον δημοσιογραφικὸν ἀγῶνα, τὸν ὁποῖον ἐπεχείρησαν πολλοὶ ἐκ τῶν συναδέλφων ἡμῶν... <box>737 552 912 616</box>
article-body: Παρακολουθοῦντες τὸν διεξαγόμενον δημοσιογραφικὸν ἀγῶνα, τὸν ὁποῖον ἐπεχείρησαν πολλοὶ ἐκ τῶν συναδέλφων ἡμῶν... <box>290 1012 480 1063</box>
news-item-text: Παρακολουθοῦντες τὸν διεξαγόμενον δημοσιογραφικὸν ἀγῶνα, τὸν ὁποῖον ἐπεχείρησαν πολλοὶ ἐκ τῶν συναδέλφων ἡμῶν... <box>1357 353 1563 404</box>
news-item-title: Η ΑΝΤΙΔΙΑ ΤΗΣ ΚΑΤΕΡΙΝΗΣ <box>1401 773 1519 803</box>
article-body: Σήμερον ὁ προσφυγικὸς κόσμος, ἐκπροσωπεῖ ἡ Ἐθνικὴ Συνομοσπονδία καὶ χαιρετίζει τὸ Γ΄ Πανελλαδικὸν Ἀγροτικὸν Συνέδριον... <box>927 400 1131 451</box>
notice-text: Σήμερον ὁ προσφυγικὸς κόσμος, ἐκπροσωπεῖ ἡ Ἐθνικὴ Συνομοσπονδία καὶ χαιρετίζει τὸ Γ΄ Πανελλαδικὸν Ἀγροτικὸν Συνέδριον... <box>1138 753 1342 804</box>
advertisement <box>1139 694 1343 747</box>
article-subheadline-2: ΑΝΑΚΟΙΝΩΣΕΙΣ ΤΟΥ ΣΩΜΑΤΕΙΟΥ <box>318 152 452 174</box>
article-body: Σήμερον ὁ προσφυγικὸς κόσμος, ἐκπροσωπεῖ ἡ Ἐθνικὴ Συνομοσπονδία καὶ χαιρετίζει τὸ Γ΄ Πανελλαδικὸν Ἀγροτικὸν Συνέδριον... <box>1138 400 1342 451</box>
article-headline: ΠΡΟΓΡΑΜΜΑ ΤΕΛΕΤΗΣ <box>766 92 883 133</box>
notice-text: Παρακολουθοῦντες τὸν διεξαγόμενον δημοσιογραφικὸν ἀγῶνα, τὸν ὁποῖον ἐπεχείρησαν πολλοὶ ἐκ τῶν συναδέλφων ἡμῶν... <box>737 871 912 935</box>
news-item-title: ΕΓΚΑΙΝΙΑ ΣΧΟΛΕΙΟΥ <box>1381 174 1539 189</box>
notice-text: Ἡ παρὰ τῇ Ε.Π.Σ.Μ.Θ. Ἐπιτροπὴ Ποδοσφαιρικῶν πρωταθλημάτων ποδοσφαιρικῶν πρωταθλημάτων... <box>495 809 722 847</box>
article-body: Σήμερον ὁ προσφυγικὸς κόσμος, ἐκπροσωπεῖ ἡ Ἐθνικὴ Συνομοσπονδία καὶ χαιρετίζει τὸ Γ΄ Πανελλαδικὸν Ἀγροτικὸν Συνέδριον... <box>1138 180 1342 231</box>
ad-agent: «ΑΤΛΑΣ» <box>768 1902 838 1919</box>
news-item-title: Ο ΚΛΩΤΟΚΑΛΟΙ <box>1400 408 1520 423</box>
